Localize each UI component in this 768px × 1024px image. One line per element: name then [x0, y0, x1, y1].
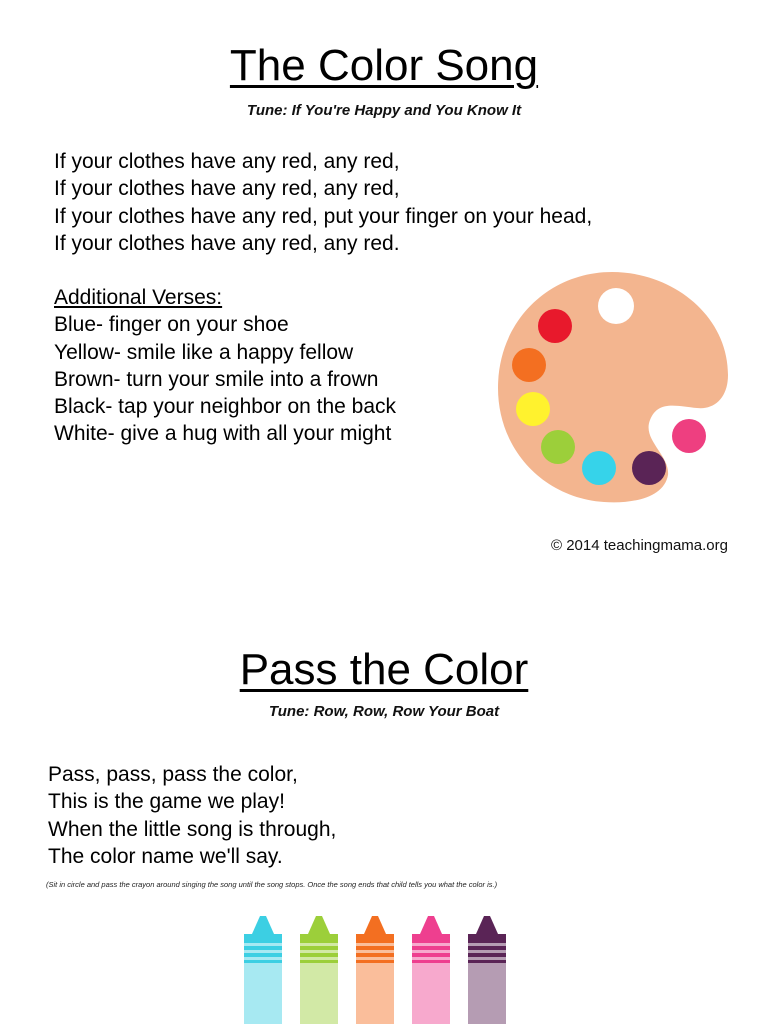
- crayon-stripe: [300, 950, 338, 953]
- paint-dot: [538, 309, 572, 343]
- crayon-stripe: [412, 960, 450, 963]
- verse-line: Yellow- smile like a happy fellow: [54, 340, 354, 364]
- crayon-body: [300, 956, 338, 1024]
- verse-line: White- give a hug with all your might: [54, 422, 392, 446]
- lyric-line: If your clothes have any red, any red.: [54, 231, 400, 255]
- lyric-line: If your clothes have any red, put your finger on your head,: [54, 204, 593, 228]
- song2-lyrics: [48, 761, 336, 870]
- crayon-stripe: [300, 960, 338, 963]
- lyric-line: The color name we'll say.: [48, 844, 283, 868]
- additional-verses: [54, 284, 396, 448]
- crayon-tip: [252, 916, 274, 934]
- crayon-stripe: [412, 954, 450, 957]
- paint-dot: [512, 348, 546, 382]
- crayon-body: [468, 956, 506, 1024]
- crayon-stripe: [468, 954, 506, 957]
- paint-palette-icon: [492, 270, 732, 505]
- lyric-line: When the little song is through,: [48, 817, 337, 841]
- crayon-body: [356, 956, 394, 1024]
- paint-dot: [632, 451, 666, 485]
- crayon-stripe: [412, 943, 450, 946]
- crayon-tip: [364, 916, 386, 934]
- crayon-icon: [244, 916, 282, 1024]
- crayon-stripe: [356, 943, 394, 946]
- paint-dot: [516, 392, 550, 426]
- crayon-icon: [300, 916, 338, 1024]
- paint-dot: [672, 419, 706, 453]
- crayon-body: [412, 956, 450, 1024]
- crayon-stripe: [412, 950, 450, 953]
- paint-dot: [582, 451, 616, 485]
- crayon-icon: [356, 916, 394, 1024]
- song2-title: Pass the Color: [239, 645, 529, 694]
- crayon-stripe: [356, 954, 394, 957]
- verse-line: Brown- turn your smile into a frown: [54, 367, 379, 391]
- lyric-line: Pass, pass, pass the color,: [48, 763, 298, 786]
- verse-line: Black- tap your neighbor on the back: [54, 395, 397, 419]
- crayon-stripe: [468, 950, 506, 953]
- verse-line: Blue- finger on your shoe: [54, 313, 289, 337]
- crayon-stripe: [244, 943, 282, 946]
- crayon-body: [244, 956, 282, 1024]
- crayon-stripe: [468, 943, 506, 946]
- lyric-line: This is the game we play!: [48, 790, 285, 814]
- crayon-stripe: [356, 950, 394, 953]
- crayon-tip: [308, 916, 330, 934]
- crayon-stripe: [300, 954, 338, 957]
- crayon-stripe: [356, 960, 394, 963]
- palette-thumb-hole: [598, 288, 634, 324]
- verses-heading: Additional Verses:: [54, 286, 223, 309]
- song1-title: The Color Song: [229, 41, 539, 90]
- instruction-note: (Sit in circle and pass the crayon around singing the song until the song stops. Once the song ends that child tells you what the color is.): [46, 880, 498, 889]
- crayon-stripe: [244, 954, 282, 957]
- crayon-tip: [476, 916, 498, 934]
- crayon-stripe: [244, 960, 282, 963]
- lyric-line: If your clothes have any red, any red,: [54, 177, 400, 201]
- song2-tune: Tune: Row, Row, Row Your Boat: [268, 703, 500, 720]
- crayon-icon: [412, 916, 450, 1024]
- paint-dot: [541, 430, 575, 464]
- crayon-stripe: [468, 960, 506, 963]
- crayon-tip: [420, 916, 442, 934]
- song1-lyrics: [54, 148, 592, 257]
- crayon-row: [236, 910, 516, 1024]
- lyric-line: If your clothes have any red, any red,: [54, 150, 400, 173]
- crayon-stripe: [244, 950, 282, 953]
- crayon-icon: [468, 916, 506, 1024]
- crayon-stripe: [300, 943, 338, 946]
- song1-tune: Tune: If You're Happy and You Know It: [246, 102, 522, 119]
- copyright-notice: © 2014 teachingmama.org: [551, 537, 728, 554]
